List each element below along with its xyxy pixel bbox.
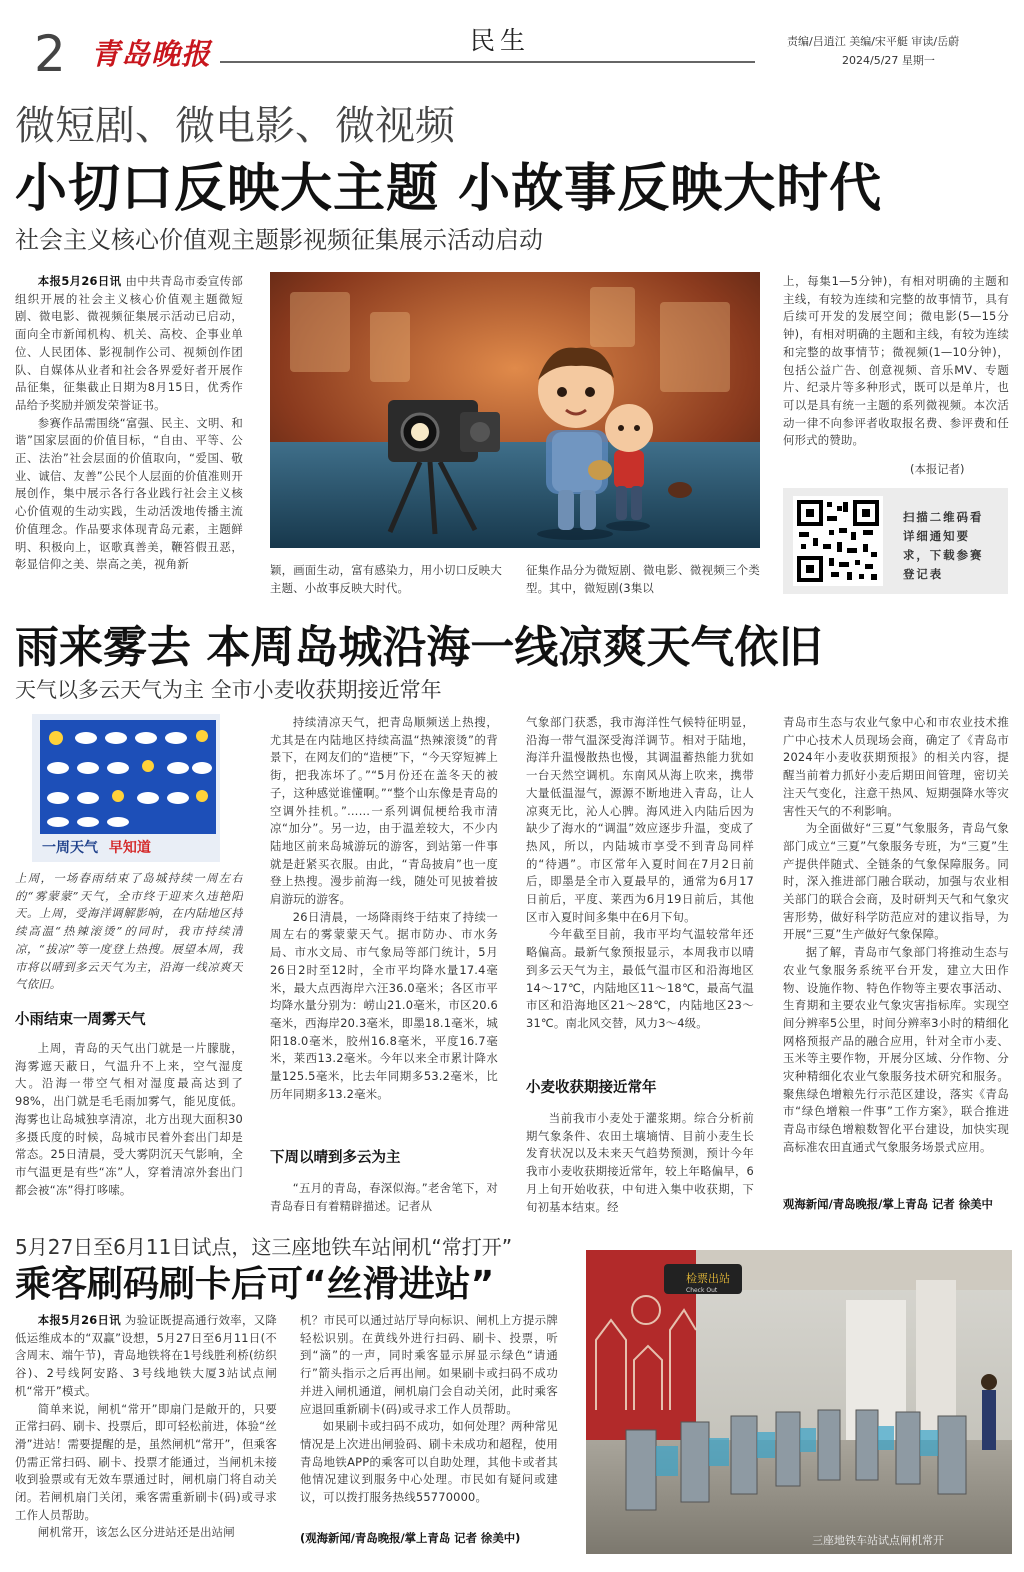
story1-kicker: 微短剧、微电影、微视频	[15, 103, 455, 149]
masthead-rule	[220, 61, 755, 63]
story1-headline: 小切口反映大主题 小故事反映大时代	[15, 159, 883, 219]
story2-col4	[783, 714, 1009, 1196]
photo-caption: 三座地铁车站试点闸机常开	[812, 1534, 944, 1547]
story2-col3-para3: 当前我市小麦处于灌浆期。综合分析前期气象条件、农田土壤墒情、目前小麦生长发育状况以及未来天气趋势预测，预计今年我市小麦收获期接近常年，较上年略偏早，6月上旬开始收获，中旬进入集中收获期，下旬初基本结束。经	[526, 1111, 754, 1214]
editor-credits: 责编/吕逍江 美编/宋平艇 审读/岳蔚	[787, 35, 960, 48]
story1-col1	[15, 273, 243, 603]
issue-date: 2024/5/27 星期一	[842, 54, 935, 67]
qr-instructions: 扫描二维码看详细通知要求，下载参赛登记表	[903, 510, 984, 581]
story2-subhead: 天气以多云天气为主 全市小麦收获期接近常年	[15, 678, 442, 702]
story2-sub3: 小麦收获期接近常年	[526, 1080, 657, 1096]
weather-badge-a: 一周天气	[42, 840, 98, 856]
story2-col4-para3: 据了解，青岛市气象部门将推动生态与农业气象服务系统平台开发，建立大田作物、设施作物、特色作物等主要农事活动、生育期和主要农业气象灾害指标库。实现空间分辨率5公里，时间分辨率3小时的精细化网格预报产品的融合应用，针对全市小麦、玉米等主要作物，开展分区域、分作物、分灾种精细化农业气象服务技术研究和服务。聚焦绿色增粮先行示范区建设，落实《青岛市“绿色增粮一件事”工作方案》，联合推进青岛市绿色增粮数智化平台建设，加快实现高标准农田直通式气象服务场景式应用。	[783, 945, 1009, 1154]
checkout-sign: 检票出站	[686, 1272, 730, 1285]
story3-para2: 简单来说，闸机“常开”即扇门是敞开的，只要正常扫码、刷卡、投票后，即可轻松前进，体验“丝滑”进站！需要提醒的是，虽然闸机“常开”，但乘客仍需正常扫码、刷卡、投票才能通过，当闸机未接收到验票或有无效车票通过时，闸机扇门将自动关闭。若闸机扇门关闭，乘客需重新刷卡(码)或寻求工作人员帮助。	[15, 1401, 277, 1522]
story2-col3-para2: 今年截至目前，我市平均气温较常年还略偏高。最新气象预报显示，本周我市以晴到多云天气为主，最低气温市区和沿海地区14～17℃，内陆地区11～18℃，最高气温市区和沿海地区21～28℃，内陆地区23～31℃。南北风交替，风力3～4级。	[526, 927, 754, 1030]
weather-badge	[36, 837, 216, 859]
story2-col3	[526, 714, 754, 1062]
qr-code-icon[interactable]	[793, 496, 883, 586]
story2-col3-para1: 气象部门获悉，我市海洋性气候特征明显，沿海一带气温深受海洋调节。相对于陆地，海洋升温慢散热也慢，其调温蓄热能力犹如一台天然空调机。东南风从海上吹来，携带大量低温湿气，源源不断地进入青岛，让人凉爽无比，沁人心脾。海风进入内陆后因为缺少了海水的“调温”效应逐步升温，变成了热风，所以，内陆城市享受不到青岛同样的“待遇”。市区常年入夏时间在7月2日前后，即墨是全市入夏最早的，通常为6月17日前后，平度、莱西为6月19日前后，其他区市入夏时间多集中在6月下旬。	[526, 715, 754, 924]
story2-col2	[270, 714, 498, 1132]
story2-col1	[15, 1040, 243, 1218]
story2-col2-tail	[270, 1180, 498, 1216]
story2-col2-para3: “五月的青岛，春深似海。”老舍笔下，对青岛春日有着精辟描述。记者从	[270, 1181, 498, 1213]
story3-para1: 为验证既提高通行效率，又降低运维成本的“双赢”设想，5月27日至6月11日(不含周末、端午节)，青岛地铁将在1号线胜利桥(纺织谷)、2号线阿安路、3号线地铁大厦3站试点闸机“常开”模式。	[15, 1313, 277, 1398]
story3-headline: 乘客刷码刷卡后可“丝滑进站”	[15, 1264, 495, 1305]
checkout-sign-sub: Check Out	[686, 1287, 718, 1294]
weather-badge-b: 早知道	[108, 840, 151, 856]
story3-col2	[300, 1312, 558, 1542]
story2-col2-para2: 26日清晨，一场降雨终于结束了持续一周左右的雾蒙蒙天气。据市防办、市水务局、市水文局、市气象局等部门统计，5月26日2时至12时，全市平均降水量17.4毫米，最大点西海岸六汪36.0毫米；各区市平均降水量分别为：崂山21.0毫米，市区20.6毫米，西海岸20.3毫米，即墨18.1毫米，城阳18.0毫米，胶州16.8毫米，平度16.7毫米，莱西13.2毫米。今年以来全市累计降水量125.5毫米，比去年同期多53.2毫米，比历年同期多13.2毫米。	[270, 909, 498, 1101]
story1-col3: 征集作品分为微短剧、微电影、微视频三个类型。其中，微短剧(3集以	[526, 563, 760, 595]
story2-col1-para: 上周，青岛的天气出门就是一片朦胧，海雾遮天蔽日，气温升不上来，空气湿度大。沿海一带空气相对湿度最高达到了98%，出门就是毛毛雨加雾气，能见度低。海雾也让岛城独享清凉，北方出现大面积30多摄氏度的时候，岛城市民着外套出门却是常态。25日清晨，受大雾阴沉天气影响，全市气温更是有些“冻”人，穿着清凉外套出门都会被“冻”得打哆嗦。	[15, 1041, 243, 1197]
story2-intro: 上周，一场春雨结束了岛城持续一周左右的“雾蒙蒙”天气，全市终于迎来久违艳阳天。上周，受海洋调解影响，在内陆地区持续高温“热辣滚烫”的同时，我市持续清凉，“拔凉”等一度登上热搜。展望本周，我市将以晴到多云天气为主，沿海一线凉爽天气依旧。	[15, 871, 243, 992]
story2-col3-tail	[526, 1110, 754, 1216]
story1-subhead: 社会主义核心价值观主题影视频征集展示活动启动	[15, 226, 543, 254]
story1-col4: 上，每集1—5分钟)，有相对明确的主题和主线，有较为连续和完整的故事情节，具有后续可开发的发展空间；微电影(5—15分钟)，有相对明确的主题和主线，有较为连续和完整的故事情节；微视频(1—10分钟)，包括公益广告、创意视频、音乐MV、专题片、纪录片等多种形式，既可以是单片，也可以是具有统一主题的系列微视频。本次活动一律不向参评者收取报名费、参评费和任何形式的赞助。	[783, 274, 1009, 448]
story3-col1	[15, 1312, 277, 1562]
story1-para-2: 参赛作品需围绕“富强、民主、文明、和谐”国家层面的价值目标，“自由、平等、公正、法治”社会层面的价值取向，“爱国、敬业、诚信、友善”公民个人层面的价值准则开展创作，集中展示各行各业践行社会主义核心价值观的生动实践，生动活泼地传播主流价值理念。作品要求体现青岛元素，主题鲜明、积极向上，讴歌真善美，鞭笞假丑恶，彰显信仰之美、崇高之美，视角新	[15, 415, 243, 572]
qr-code-box[interactable]	[783, 488, 1008, 594]
section-name: 民生	[470, 26, 531, 55]
story2-sub2: 下周以晴到多云为主	[270, 1150, 401, 1166]
paper-name-logo: 青岛晚报	[91, 37, 212, 71]
story1-para-1: 由中共青岛市委宣传部组织开展的社会主义核心价值观主题微短剧、微电影、微视频征集展示活动已启动，面向全市新闻机构、机关、高校、企事业单位、人民团体、影视制作公司、视频创作团队、自媒体从业者和社会各界爱好者开展作品征集，征集截止日期为8月15日，优秀作品给予奖励并颁发荣誉证书。	[15, 274, 243, 412]
metro-gate-photo	[586, 1250, 1012, 1554]
story2-signature: 观海新闻/青岛晚报/掌上青岛 记者 徐美中	[783, 1197, 993, 1211]
story1-dateline: 本报5月26日讯	[37, 274, 122, 288]
story3-para4: 机？市民可以通过站厅导向标识、闸机上方提示牌轻松识别。在黄线外进行扫码、刷卡、投票，听到“滴”的一声，同时乘客显示屏显示绿色“请通行”箭头指示之后再出闸。如果刷卡或扫码不成功并进入闸机通道，闸机扇门会自动关闭，此时乘客应退回重新刷卡(码)或寻求工作人员帮助。	[300, 1313, 558, 1416]
story1-byline: (本报记者)	[910, 462, 965, 476]
story2-sub1: 小雨结束一周雾天气	[15, 1012, 146, 1028]
story3-dateline: 本报5月26日讯	[37, 1313, 121, 1327]
story2-col4-para2: 为全面做好“三夏”气象服务，青岛气象部门成立“三夏”气象服务专班，为“三夏”生产提供伴随式、全链条的气象保障服务。同时，深入推进部门融合联动，加强与农业相关部门的联合会商，及时研判天气和气象灾害形势，做好科学防范应对的建议指导，为开展“三夏”生产做好气象保障。	[783, 821, 1009, 942]
story3-para3: 闸机常开，该怎么区分进站还是出站闸	[37, 1525, 235, 1540]
animation-film-photo	[270, 272, 760, 548]
weekly-weather-graphic	[32, 714, 220, 862]
story2-col2-para1: 持续清凉天气，把青岛顺频送上热搜，尤其是在内陆地区持续高温“热辣滚烫”的背景下，在网友们的“造梗”下，“今天穿短裤上街，把我冻坏了。”“5月份还在盖冬天的被子，这种感觉谁懂啊。”“整个山东像是青岛的空调外挂机。”……一系列调侃梗给我市清凉“加分”。另一边，由于温差较大，不少内陆地区前来岛城游玩的游客，到站第一件事就是赶紧买衣服。由此，“青岛披肩”也一度登上热搜。漫步前海一线，随处可见披着披肩游玩的游客。	[270, 715, 498, 907]
page-number: 2	[34, 25, 66, 83]
story1-col2: 颖，画面生动，富有感染力，用小切口反映大主题、小故事反映大时代。	[270, 563, 502, 595]
story2-col4-para1: 青岛市生态与农业气象中心和市农业技术推广中心技术人员现场会商，确定了《青岛市2024年小麦收获期预报》的相关内容，提醒当前着力抓好小麦后期田间管理，密切关注天气变化，注意干热风、短期强降水等灾害性天气的不利影响。	[783, 715, 1009, 818]
story3-signature: (观海新闻/青岛晚报/掌上青岛 记者 徐美中)	[300, 1531, 521, 1545]
story3-kicker: 5月27日至6月11日试点，这三座地铁车站闸机“常打开”	[15, 1235, 513, 1259]
story2-headline: 雨来雾去 本周岛城沿海一线凉爽天气依旧	[15, 622, 823, 673]
story3-para5: 如果刷卡或扫码不成功，如何处理？两种常见情况是上次进出闸验码、刷卡未成功和超程，使用青岛地铁APP的乘客可以自助处理，其他卡或者其他情况建议到服务中心处理。市民如有疑问或建议，可以拨打服务热线55770000。	[300, 1419, 558, 1505]
